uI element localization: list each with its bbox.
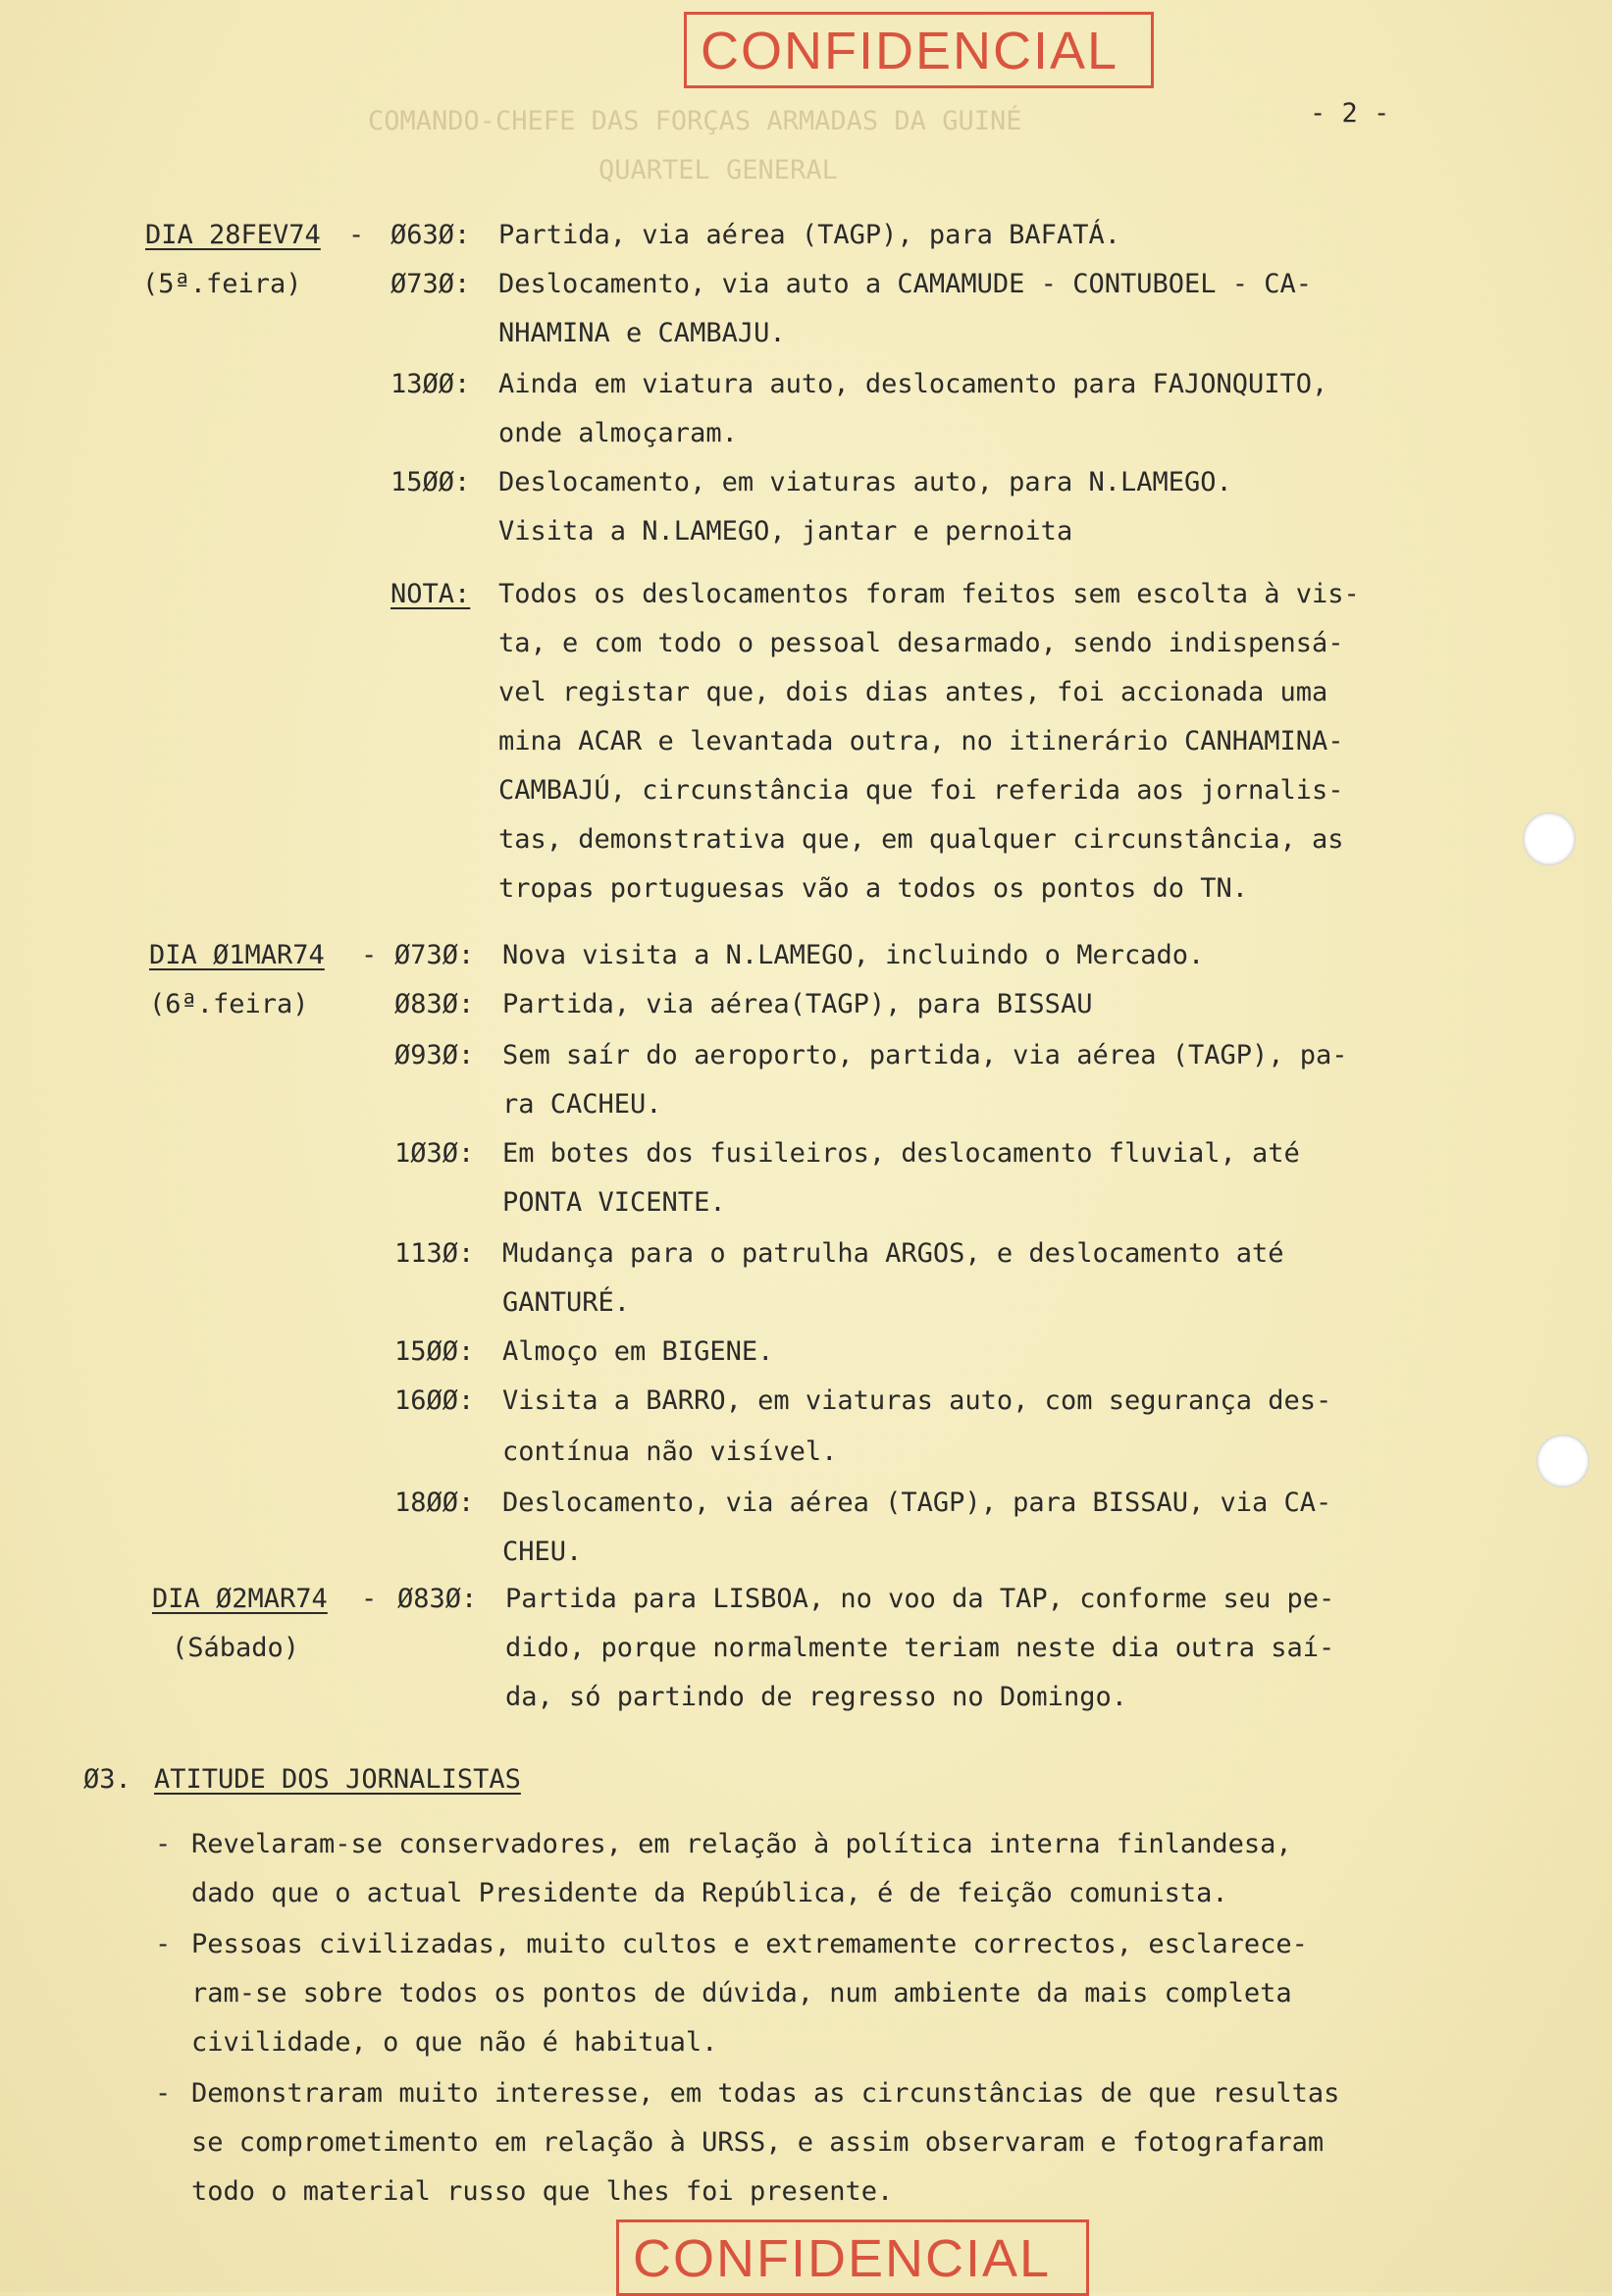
bullet-text: Demonstraram muito interesse, em todas as circunstâncias de que resultas: [191, 2078, 1340, 2109]
nota-line: tropas portuguesas vão a todos os pontos do TN.: [498, 873, 1249, 904]
day1-dash: -: [348, 220, 365, 250]
day1-text: Ainda em viatura auto, deslocamento para FAJONQUITO,: [498, 369, 1328, 399]
day2-text: Em botes dos fusileiros, deslocamento fluvial, até: [502, 1138, 1300, 1169]
day2-text: GANTURÉ.: [502, 1287, 631, 1318]
day3-text: da, só partindo de regresso no Domingo.: [505, 1682, 1127, 1712]
section3-title: ATITUDE DOS JORNALISTAS: [154, 1764, 521, 1795]
page-number: - 2 -: [1310, 98, 1390, 129]
day1-text: Partida, via aérea (TAGP), para BAFATÁ.: [498, 220, 1120, 250]
nota-line: vel registar que, dois dias antes, foi accionada uma: [498, 677, 1328, 707]
faint-header-line-1: COMANDO-CHEFE DAS FORÇAS ARMADAS DA GUINÉ: [368, 106, 1022, 136]
bullet-text: ram-se sobre todos os pontos de dúvida, num ambiente da mais completa: [191, 1978, 1292, 2009]
day1-time: Ø63Ø:: [390, 220, 471, 250]
day3-text: Partida para LISBOA, no voo da TAP, conforme seu pe-: [505, 1584, 1335, 1614]
faint-header-line-2: QUARTEL GENERAL: [598, 155, 838, 185]
confidential-stamp-top: CONFIDENCIAL: [684, 12, 1154, 88]
day2-dash: -: [361, 940, 378, 970]
bullet-text: se comprometimento em relação à URSS, e assim observaram e fotografaram: [191, 2127, 1325, 2158]
day2-time: 16ØØ:: [394, 1385, 475, 1416]
day3-weekday: (Sábado): [172, 1633, 300, 1663]
nota-line: ta, e com todo o pessoal desarmado, sendo indispensá-: [498, 628, 1344, 658]
bullet-text: Pessoas civilizadas, muito cultos e extremamente correctos, esclarece-: [191, 1929, 1308, 1959]
day2-date: DIA Ø1MAR74: [149, 940, 325, 970]
nota-line: mina ACAR e levantada outra, no itinerário CANHAMINA-: [498, 726, 1344, 757]
section3-number: Ø3.: [83, 1764, 131, 1795]
nota-line: Todos os deslocamentos foram feitos sem escolta à vis-: [498, 579, 1360, 609]
day1-text: onde almoçaram.: [498, 418, 738, 448]
day2-text: CHEU.: [502, 1537, 583, 1567]
day1-text: Deslocamento, via auto a CAMAMUDE - CONTUBOEL - CA-: [498, 269, 1313, 299]
bullet-dash: -: [155, 1929, 172, 1959]
bullet-dash: -: [155, 2078, 172, 2109]
day3-dash: -: [361, 1584, 378, 1614]
day2-time: Ø93Ø:: [394, 1040, 475, 1070]
confidential-stamp-bottom: CONFIDENCIAL: [616, 2219, 1089, 2296]
day1-text: Visita a N.LAMEGO, jantar e pernoita: [498, 516, 1073, 547]
day2-text: Partida, via aérea(TAGP), para BISSAU: [502, 989, 1093, 1019]
day2-time: 1Ø3Ø:: [394, 1138, 475, 1169]
day1-time: 13ØØ:: [390, 369, 471, 399]
bullet-text: dado que o actual Presidente da República, é de feição comunista.: [191, 1878, 1228, 1908]
day2-time: 15ØØ:: [394, 1336, 475, 1367]
day3-text: dido, porque normalmente teriam neste dia outra saí-: [505, 1633, 1335, 1663]
nota-line: CAMBAJÚ, circunstância que foi referida aos jornalis-: [498, 775, 1344, 806]
day3-date: DIA Ø2MAR74: [152, 1584, 328, 1614]
day1-time: 15ØØ:: [390, 467, 471, 497]
bullet-text: Revelaram-se conservadores, em relação à política interna finlandesa,: [191, 1829, 1292, 1859]
day2-text: Sem saír do aeroporto, partida, via aérea (TAGP), pa-: [502, 1040, 1348, 1070]
day2-text: Visita a BARRO, em viaturas auto, com segurança des-: [502, 1385, 1332, 1416]
day2-time: Ø83Ø:: [394, 989, 475, 1019]
punch-hole: [1536, 1435, 1589, 1487]
day2-text: Almoço em BIGENE.: [502, 1336, 774, 1367]
punch-hole: [1523, 812, 1576, 865]
day1-weekday: (5ª.feira): [142, 269, 302, 299]
day2-text: contínua não visível.: [502, 1436, 838, 1467]
day2-text: PONTA VICENTE.: [502, 1187, 726, 1218]
day3-time: Ø83Ø:: [397, 1584, 478, 1614]
nota-line: tas, demonstrativa que, em qualquer circunstância, as: [498, 824, 1344, 855]
day1-date: DIA 28FEV74: [145, 220, 321, 250]
day1-text: NHAMINA e CAMBAJU.: [498, 318, 786, 348]
day1-time: Ø73Ø:: [390, 269, 471, 299]
day1-text: Deslocamento, em viaturas auto, para N.LAMEGO.: [498, 467, 1232, 497]
bullet-dash: -: [155, 1829, 172, 1859]
day2-text: ra CACHEU.: [502, 1089, 662, 1120]
day2-time: Ø73Ø:: [394, 940, 475, 970]
nota-label: NOTA:: [390, 579, 471, 609]
day2-time: 18ØØ:: [394, 1487, 475, 1518]
day2-text: Deslocamento, via aérea (TAGP), para BISSAU, via CA-: [502, 1487, 1332, 1518]
day2-text: Nova visita a N.LAMEGO, incluindo o Mercado.: [502, 940, 1205, 970]
day2-time: 113Ø:: [394, 1238, 475, 1269]
day2-text: Mudança para o patrulha ARGOS, e deslocamento até: [502, 1238, 1284, 1269]
bullet-text: todo o material russo que lhes foi presente.: [191, 2176, 894, 2207]
day2-weekday: (6ª.feira): [149, 989, 309, 1019]
bullet-text: civilidade, o que não é habitual.: [191, 2027, 718, 2058]
